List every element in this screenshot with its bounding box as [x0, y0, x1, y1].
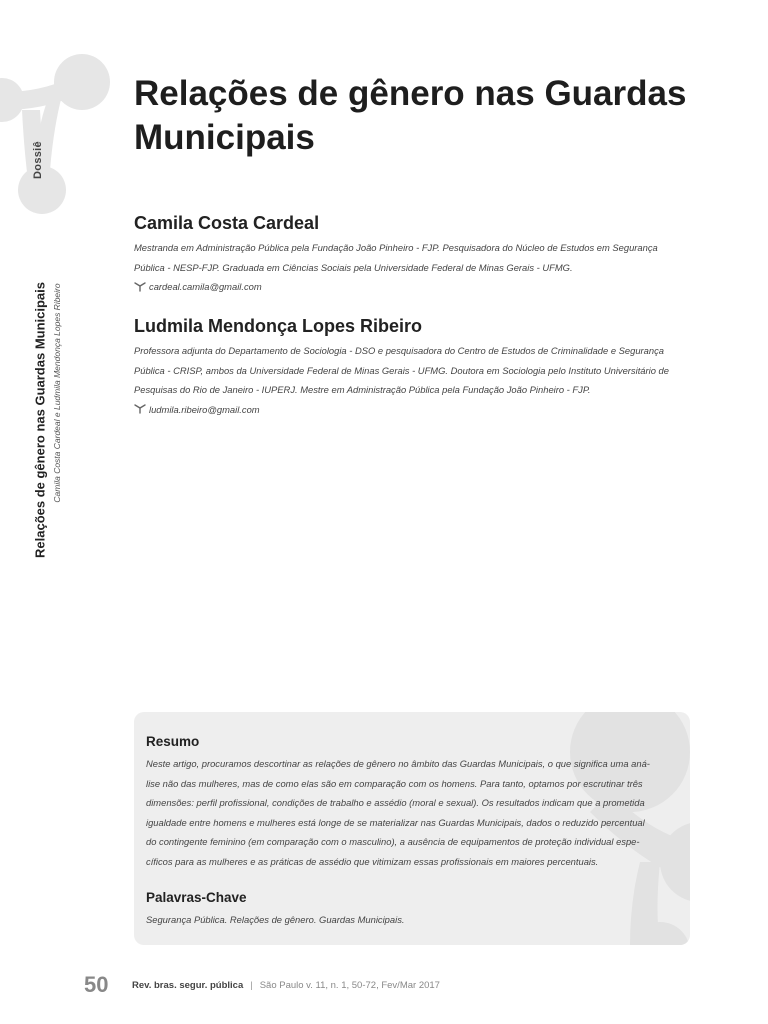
page-number: 50	[84, 972, 109, 997]
article-title-line-1: Relações de gênero nas Guardas	[134, 74, 687, 113]
author-email-row	[134, 400, 694, 419]
keywords-heading: Palavras-Chave	[146, 890, 247, 905]
author-bio-line: Pública - CRISP, ambos da Universidade Federal de Minas Gerais - UFMG. Doutora em Sociologia pelo Instituto Universitário de	[134, 364, 669, 376]
page-footer	[84, 968, 704, 1002]
abstract-line: Neste artigo, procuramos descortinar as relações de gênero no âmbito das Guardas Municipais, o que significa uma aná-	[146, 758, 650, 769]
author-name: Camila Costa Cardeal	[134, 213, 320, 233]
abstract-line: igualdade entre homens e mulheres está longe de se materializar nas Guardas Municipais, dados o reduzido percentual	[146, 816, 645, 828]
running-authors: Camila Costa Cardeal e Ludmila Mendonça Lopes Ribeiro	[52, 283, 62, 503]
journal-citation: São Paulo v. 11, n. 1, 50-72, Fev/Mar 2017	[259, 979, 440, 991]
abstract-content	[146, 732, 678, 930]
abstract-line: dimensões: perfil profissional, condições de trabalho e assédio (moral e sexual). Os resultados indicam que a prometida	[146, 797, 645, 808]
keywords-text: Segurança Pública. Relações de gênero. Guardas Municipais.	[146, 914, 405, 925]
author-block-2	[134, 315, 694, 419]
author-bio	[134, 341, 694, 400]
author-email-row	[134, 277, 694, 296]
author-bio-line: Pública - NESP-FJP. Graduada em Ciências Sociais pela Universidade Federal de Minas Gerais - UFMG.	[134, 261, 573, 273]
abstract-line: do contingente feminino (em comparação com o masculino), a ausência de equipamentos de proteção individual espe-	[146, 836, 640, 847]
abstract-box	[134, 712, 690, 945]
footer-separator: |	[250, 979, 253, 991]
abstract-line: lise não das mulheres, mas de como elas são em comparação com os homens. Para tanto, optamos por escrutinar três	[146, 777, 643, 789]
journal-name: Rev. bras. segur. pública	[132, 979, 244, 991]
section-label: Dossiê	[32, 141, 44, 179]
author-bio	[134, 238, 694, 277]
article-title	[134, 72, 714, 160]
abstract-heading: Resumo	[146, 734, 200, 749]
author-name: Ludmila Mendonça Lopes Ribeiro	[134, 316, 423, 336]
email-icon	[134, 404, 146, 414]
article-title-line-2: Municipais	[134, 118, 315, 157]
running-title: Relações de gênero nas Guardas Municipais	[32, 282, 48, 558]
author-block-1	[134, 212, 694, 296]
email-icon	[134, 282, 146, 292]
author-email[interactable]: ludmila.ribeiro@gmail.com	[149, 403, 260, 415]
decorative-molecule-shape	[0, 0, 140, 240]
author-email[interactable]: cardeal.camila@gmail.com	[149, 281, 262, 292]
abstract-text	[146, 754, 678, 871]
author-bio-line: Professora adjunta do Departamento de Sociologia - DSO e pesquisadora do Centro de Estudos de Criminalidade e Segurança	[134, 345, 665, 356]
author-bio-line: Mestranda em Administração Pública pela Fundação João Pinheiro - FJP. Pesquisadora do Núcleo de Estudos em Segurança	[134, 242, 658, 253]
abstract-line: cíficos para as mulheres e as práticas de assédio que vitimizam essas profissionais em maiores percentuais.	[146, 855, 599, 867]
author-bio-line: Pesquisas do Rio de Janeiro - IUPERJ. Mestre em Administração Pública pela Fundação João Pinheiro - FJP.	[134, 384, 591, 395]
